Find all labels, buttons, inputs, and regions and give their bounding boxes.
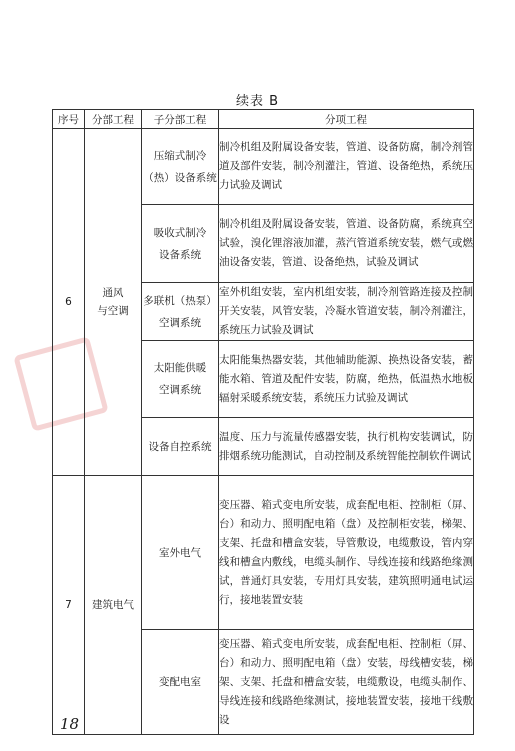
table-continuation-title: 续表 B: [235, 94, 280, 109]
item-content: 室外机组安装，室内机组安装，制冷剂管路连接及控制开关安装，风管安装，冷凝水管道安装，制冷剂灌注，系统压力试验及调试: [219, 283, 474, 341]
division-name: 建筑电气: [85, 476, 142, 735]
serial-number: 6: [53, 129, 85, 476]
header-item: 分项工程: [219, 110, 474, 129]
item-content: 制冷机组及附属设备安装，管道、设备防腐，制冷剂管道及部件安装，制冷剂灌注，管道、设备绝热，系统压力试验及调试: [219, 129, 474, 205]
header-serial: 序号: [53, 110, 85, 129]
subdivision-name: 压缩式制冷 （热）设备系统: [142, 129, 219, 205]
page-number: 18: [60, 715, 80, 733]
subdivision-name: 室外电气: [142, 476, 219, 630]
item-content: 变压器、箱式变电所安装，成套配电柜、控制柜（屏、台）和动力、照明配电箱（盘）及控制柜安装，梯架、支架、托盘和槽盒安装，导管敷设，电缆敷设，管内穿线和槽盒内敷线，电缆头制作、导线连接和线路绝缘测试，普通灯具安装，专用灯具安装，建筑照明通电试运行，接地装置安装: [219, 476, 474, 630]
subdivision-name: 吸收式制冷 设备系统: [142, 205, 219, 283]
division-name: 通风 与空调: [85, 129, 142, 476]
item-content: 制冷机组及附属设备安装，管道、设备防腐，系统真空试验，溴化锂溶液加灌，蒸汽管道系统安装，燃气或燃油设备安装，管道、设备绝热，试验及调试: [219, 205, 474, 283]
header-subdivision: 子分部工程: [142, 110, 219, 129]
item-content: 温度、压力与流量传感器安装，执行机构安装调试，防排烟系统功能测试，自动控制及系统智能控制软件调试: [219, 418, 474, 476]
subdivision-name: 设备自控系统: [142, 418, 219, 476]
item-content: 太阳能集热器安装，其他辅助能源、换热设备安装，蓄能水箱、管道及配件安装，防腐，绝热，低温热水地板辐射采暖系统安装，系统压力试验及调试: [219, 341, 474, 418]
serial-number: 7: [53, 476, 85, 735]
subdivision-name: 变配电室: [142, 630, 219, 735]
item-content: 变压器、箱式变电所安装，成套配电柜、控制柜（屏、台）和动力、照明配电箱（盘）安装，母线槽安装，梯架、支架、托盘和槽盒安装，电缆敷设，电缆头制作、导线连接和线路绝缘测试，接地装置安装，接地干线敷设: [219, 630, 474, 735]
subdivision-name: 太阳能供暖 空调系统: [142, 341, 219, 418]
table-row: [53, 476, 474, 630]
table-header-row: [53, 110, 474, 129]
table-row: [53, 129, 474, 205]
header-division: 分部工程: [85, 110, 142, 129]
subdivision-name: 多联机（热泵） 空调系统: [142, 283, 219, 341]
division-table: [52, 109, 474, 735]
